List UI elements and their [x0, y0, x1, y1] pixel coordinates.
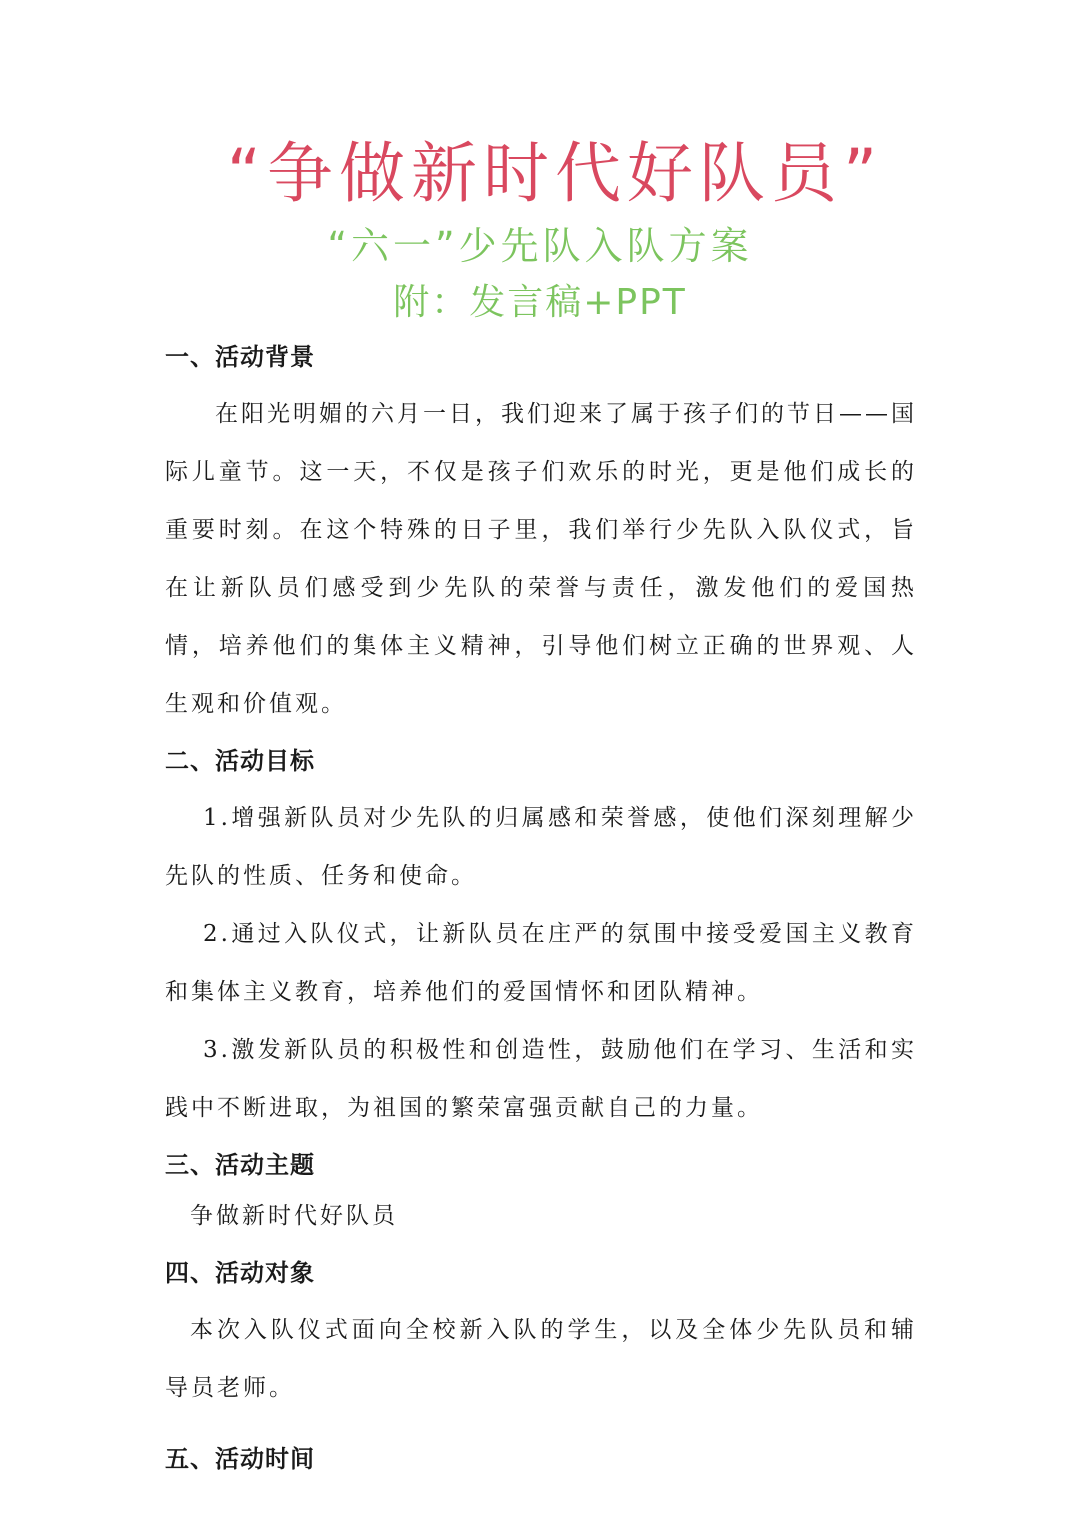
section-heading-theme: 三、活动主题 [165, 1151, 315, 1179]
audience-text: 本次入队仪式面向全校新入队的学生，以及全体少先队员和辅导员老师。 [165, 1317, 917, 1401]
document-body [165, 335, 917, 1481]
document-title: “争做新时代好队员” [226, 135, 884, 212]
document-attachment-note: 附：发言稿+PPT [393, 282, 687, 323]
section-heading-time: 五、活动时间 [165, 1445, 315, 1473]
goal-item-2: 2.通过入队仪式，让新队员在庄严的氛围中接受爱国主义教育和集体主义教育，培养他们的爱国情怀和团队精神。 [165, 921, 917, 1005]
document-subtitle: “六一”少先队入队方案 [327, 224, 753, 268]
theme-text: 争做新时代好队员 [190, 1203, 398, 1229]
goal-item-3: 3.激发新队员的积极性和创造性，鼓励他们在学习、生活和实践中不断进取，为祖国的繁荣富强贡献自己的力量。 [165, 1037, 917, 1121]
goal-item-1: 1.增强新队员对少先队的归属感和荣誉感，使他们深刻理解少先队的性质、任务和使命。 [165, 805, 917, 889]
section-heading-audience: 四、活动对象 [165, 1259, 315, 1287]
section-heading-background: 一、活动背景 [165, 343, 315, 371]
section-paragraph: 在阳光明媚的六月一日，我们迎来了属于孩子们的节日——国际儿童节。这一天，不仅是孩子们欢乐的时光，更是他们成长的重要时刻。在这个特殊的日子里，我们举行少先队入队仪式，旨在让新队员们感受到少先队的荣誉与责任，激发他们的爱国热情，培养他们的集体主义精神，引导他们树立正确的世界观、人生观和价值观。 [165, 401, 917, 717]
section-heading-goals: 二、活动目标 [165, 747, 315, 775]
